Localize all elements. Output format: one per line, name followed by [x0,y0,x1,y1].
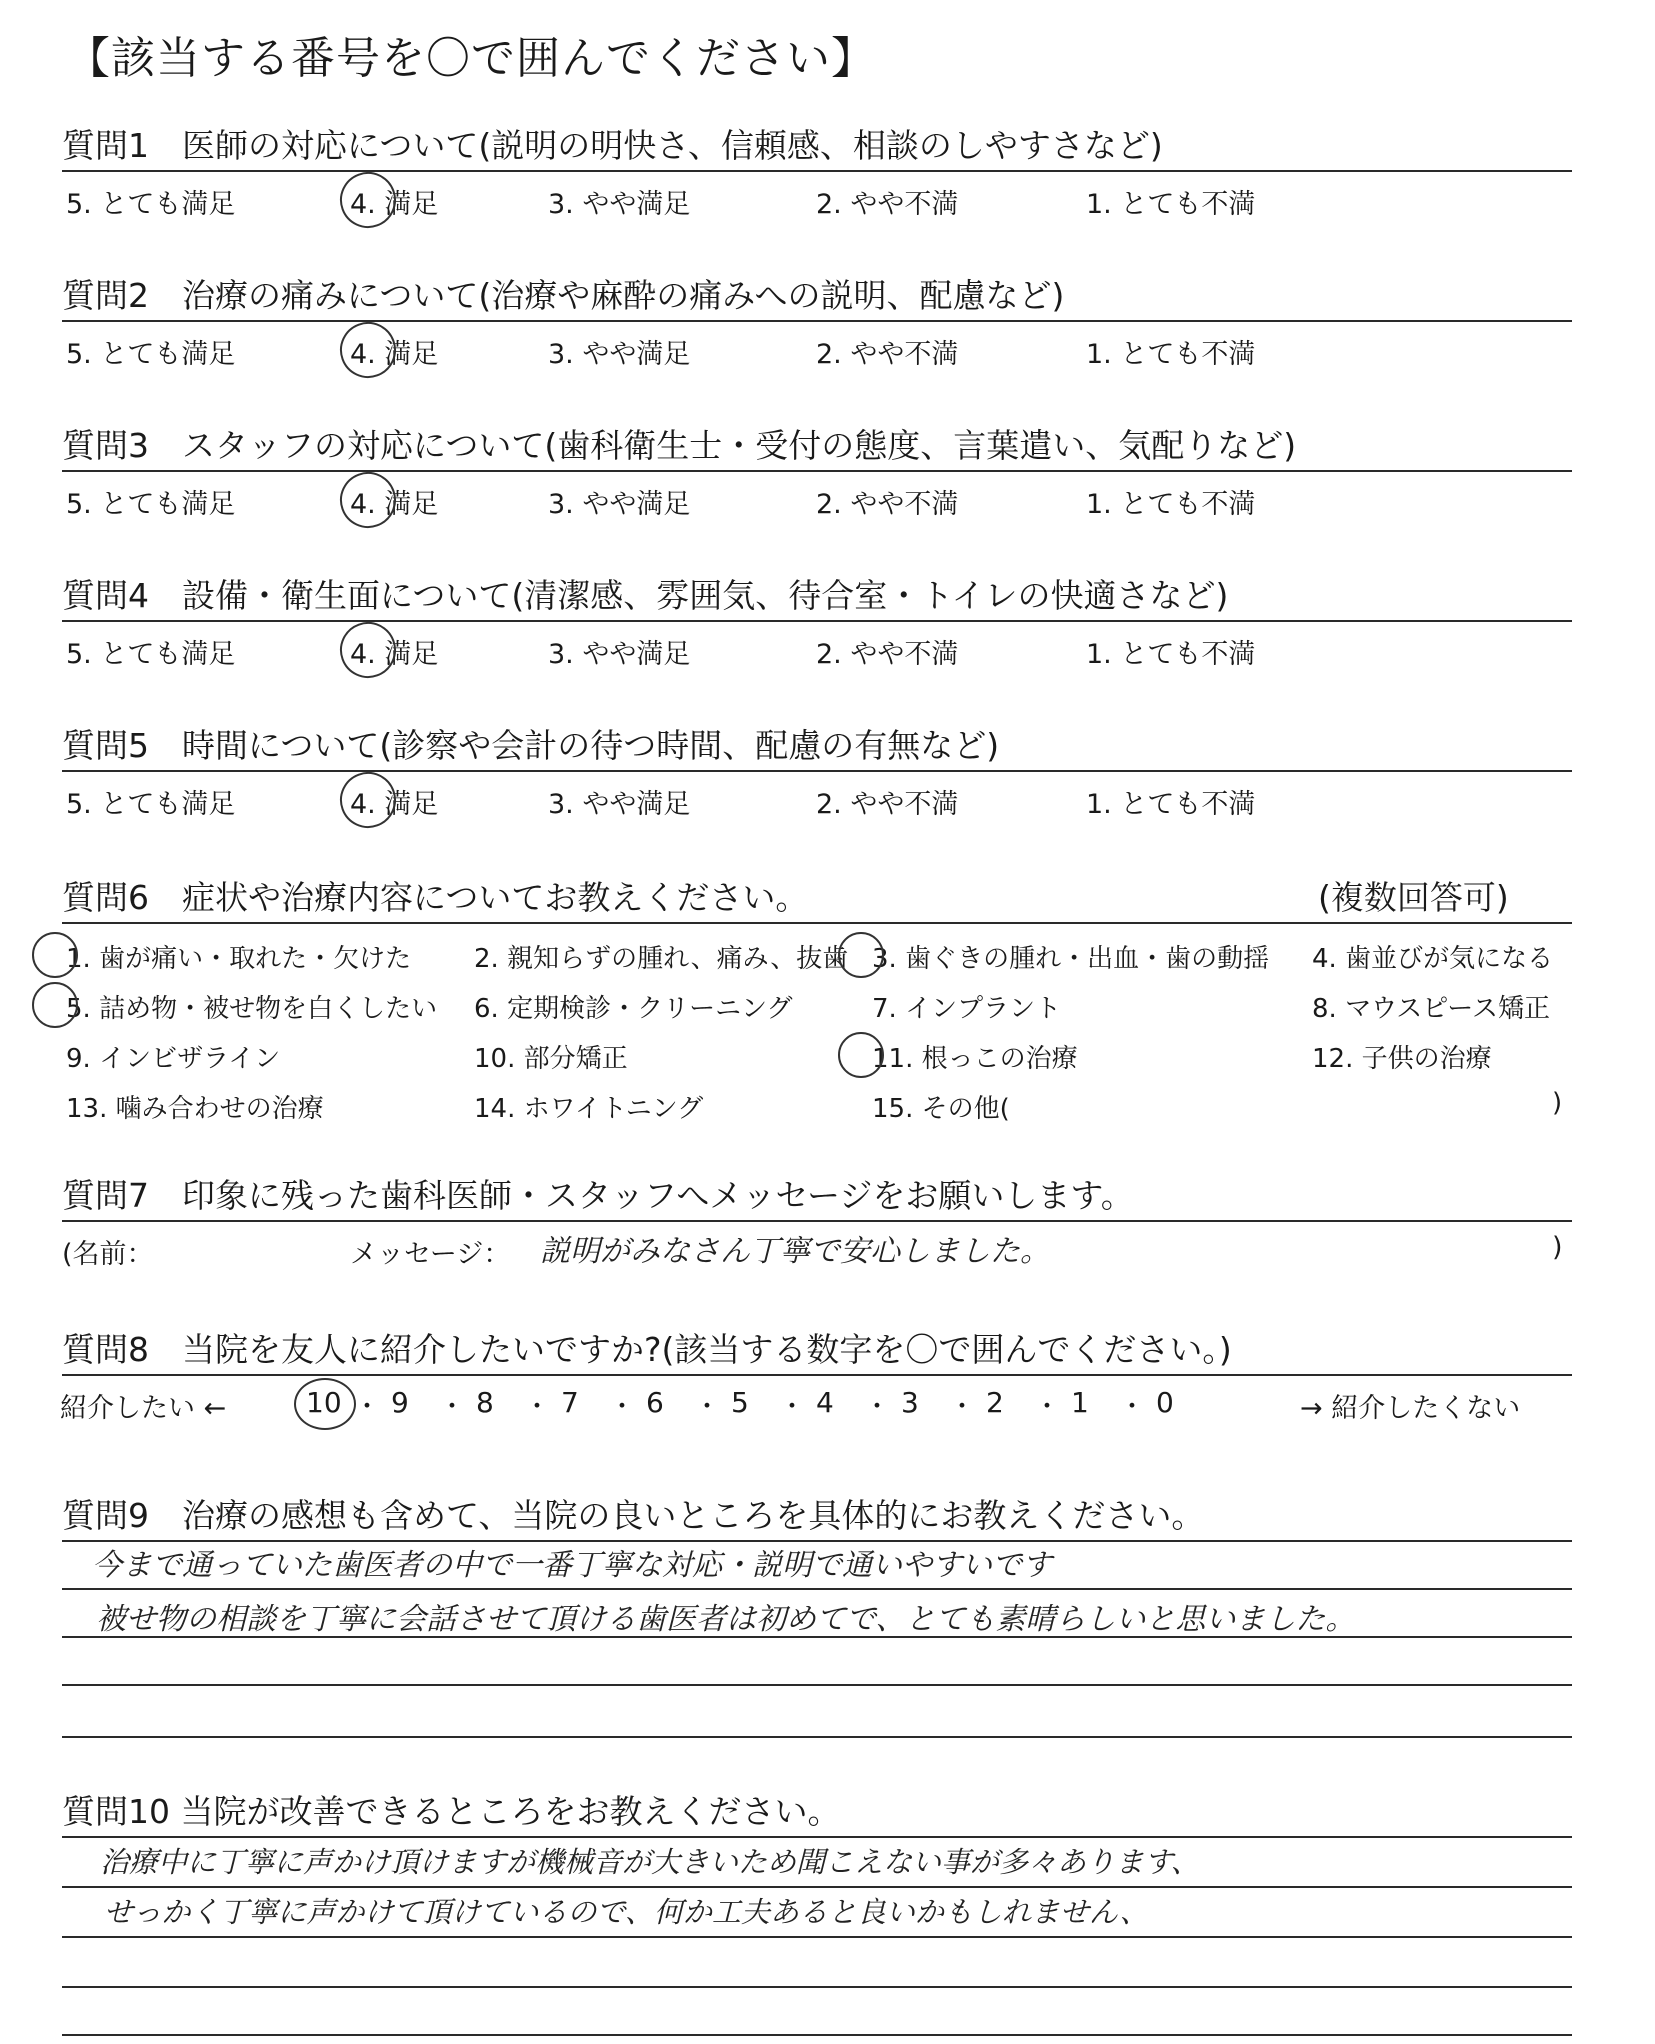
q10-answer-line-2: せっかく丁寧に声かけて頂けているので、何か工夫あると良いかもしれません、 [104,1895,1149,1929]
q8-scale-dot: ・ [694,1392,721,1422]
q8-right-label: → 紹介したくない [1300,1393,1521,1424]
q10-rule-4 [62,1986,1572,1988]
q3-option-4: 4. 満足 [350,489,439,520]
q5-option-4: 4. 満足 [350,789,439,820]
q6-rule [62,922,1572,924]
q9-rule-2 [62,1588,1572,1590]
q3-option-5: 5. とても満足 [66,489,236,520]
q6-option-11: 11. 根っこの治療 [872,1044,1078,1074]
q8-scale-dot: ・ [1119,1392,1146,1422]
q8-scale-5: 5 [731,1386,749,1419]
q8-scale-8: 8 [476,1386,494,1419]
q4-option-2: 2. やや不満 [816,639,959,670]
q6-option-10: 10. 部分矯正 [474,1044,628,1074]
q8-scale-3: 3 [901,1386,919,1419]
q6-option-6: 6. 定期検診・クリーニング [474,994,793,1024]
q8-scale-4: 4 [816,1386,834,1419]
q10-answer-line-1: 治療中に丁寧に声かけ頂けますが機械音が大きいため聞こえない事が多々あります、 [100,1845,1200,1879]
q6-selection-circle-3 [838,932,884,978]
q2-rule [62,320,1572,322]
q6-option-1: 1. 歯が痛い・取れた・欠けた [66,944,412,974]
q9-answer-line-1: 今まで通っていた歯医者の中で一番丁寧な対応・説明で通いやすいです [92,1548,1052,1583]
q6-option-15: 15. その他( [872,1094,1010,1124]
q9-title: 質問9 治療の感想も含めて、当院の良いところを具体的にお教えください。 [62,1496,1205,1535]
q2-selection-circle [332,314,404,386]
q4-title: 質問4 設備・衛生面について(清潔感、雰囲気、待合室・トイレの快適さなど) [62,576,1229,615]
q8-scale-dot: ・ [609,1392,636,1422]
q3-rule [62,470,1572,472]
q2-option-2: 2. やや不満 [816,339,959,370]
q6-note: (複数回答可) [1318,878,1509,917]
q1-selection-circle [332,164,404,236]
q5-option-2: 2. やや不満 [816,789,959,820]
q7-message-handwritten: 説明がみなさん丁寧で安心しました。 [540,1234,1050,1269]
q10-rule-1 [62,1836,1572,1838]
q6-option-9: 9. インビザライン [66,1044,281,1074]
q3-option-1: 1. とても不満 [1086,489,1256,520]
q2-option-5: 5. とても満足 [66,339,236,370]
q5-title: 質問5 時間について(診察や会計の待つ時間、配慮の有無など) [62,726,1000,765]
q5-option-3: 3. やや満足 [548,789,691,820]
q2-option-4: 4. 満足 [350,339,439,370]
q1-option-1: 1. とても不満 [1086,189,1256,220]
q8-title: 質問8 当院を友人に紹介したいですか?(該当する数字を〇で囲んでください。) [62,1330,1232,1369]
q4-option-4: 4. 満足 [350,639,439,670]
q5-option-5: 5. とても満足 [66,789,236,820]
q6-option-7: 7. インプラント [872,994,1062,1024]
q10-rule-3 [62,1936,1572,1938]
q6-option-3: 3. 歯ぐきの腫れ・出血・歯の動揺 [872,944,1270,974]
q7-name-label: (名前： [62,1239,154,1270]
q1-option-4: 4. 満足 [350,189,439,220]
q4-option-5: 5. とても満足 [66,639,236,670]
q8-scale-dot: ・ [439,1392,466,1422]
q6-option-14: 14. ホワイトニング [474,1094,704,1124]
page-header: 【該当する番号を〇で囲んでください】 [66,33,876,84]
q3-title: 質問3 スタッフの対応について(歯科衛生士・受付の態度、言葉遣い、気配りなど) [62,426,1297,465]
q9-answer-line-2: 被せ物の相談を丁寧に会話させて頂ける歯医者は初めてで、とても素晴らしいと思いました。 [96,1602,1356,1637]
q5-selection-circle [332,764,404,836]
q8-rule [62,1374,1572,1376]
q8-scale-dot: ・ [1034,1392,1061,1422]
q8-scale-2: 2 [986,1386,1004,1419]
q1-option-2: 2. やや不満 [816,189,959,220]
q8-scale-dot: ・ [524,1392,551,1422]
q6-option-2: 2. 親知らずの腫れ、痛み、抜歯 [474,944,849,974]
q8-scale-dot: ・ [779,1392,806,1422]
q3-selection-circle [332,464,404,536]
q8-scale-9: 9 [391,1386,409,1419]
q1-title: 質問1 医師の対応について(説明の明快さ、信頼感、相談のしやすさなど) [62,126,1163,165]
q5-option-1: 1. とても不満 [1086,789,1256,820]
q6-option-13: 13. 噛み合わせの治療 [66,1094,324,1124]
q3-option-2: 2. やや不満 [816,489,959,520]
q1-option-5: 5. とても満足 [66,189,236,220]
q8-left-label: 紹介したい ← [60,1393,227,1424]
q8-scale-6: 6 [646,1386,664,1419]
q1-rule [62,170,1572,172]
q6-title: 質問6 症状や治療内容についてお教えください。 [62,878,809,917]
q4-rule [62,620,1572,622]
q7-close-paren: ) [1552,1232,1563,1263]
q7-title: 質問7 印象に残った歯科医師・スタッフへメッセージをお願いします。 [62,1176,1134,1215]
q10-rule-2 [62,1886,1572,1888]
q8-scale-0: 0 [1156,1386,1174,1419]
q8-scale-10: 10 [306,1386,342,1419]
q3-option-3: 3. やや満足 [548,489,691,520]
q8-scale-7: 7 [561,1386,579,1419]
q6-option-12: 12. 子供の治療 [1312,1044,1492,1074]
q7-rule [62,1220,1572,1222]
q8-selection-circle [294,1378,356,1430]
q7-message-label: メッセージ： [350,1239,511,1270]
q8-scale-dot: ・ [864,1392,891,1422]
q8-scale-dot: ・ [949,1392,976,1422]
q6-option-8: 8. マウスピース矯正 [1312,994,1550,1024]
q6-selection-circle-11 [838,1032,884,1078]
q6-selection-circle-1 [32,932,78,978]
q6-selection-circle-5 [32,982,78,1028]
q4-selection-circle [332,614,404,686]
q8-scale-1: 1 [1071,1386,1089,1419]
q6-option-16: ) [1552,1088,1563,1118]
q10-rule-5 [62,2034,1572,2036]
q9-rule-5 [62,1736,1572,1738]
q6-option-4: 4. 歯並びが気になる [1312,944,1554,974]
q6-option-5: 5. 詰め物・被せ物を白くしたい [66,994,438,1024]
q4-option-1: 1. とても不満 [1086,639,1256,670]
q2-option-1: 1. とても不満 [1086,339,1256,370]
q5-rule [62,770,1572,772]
q4-option-3: 3. やや満足 [548,639,691,670]
q10-title: 質問10 当院が改善できるところをお教えください。 [62,1792,841,1831]
q2-title: 質問2 治療の痛みについて(治療や麻酔の痛みへの説明、配慮など) [62,276,1065,315]
q9-rule-4 [62,1684,1572,1686]
q8-scale-dot: ・ [354,1392,381,1422]
q2-option-3: 3. やや満足 [548,339,691,370]
q1-option-3: 3. やや満足 [548,189,691,220]
